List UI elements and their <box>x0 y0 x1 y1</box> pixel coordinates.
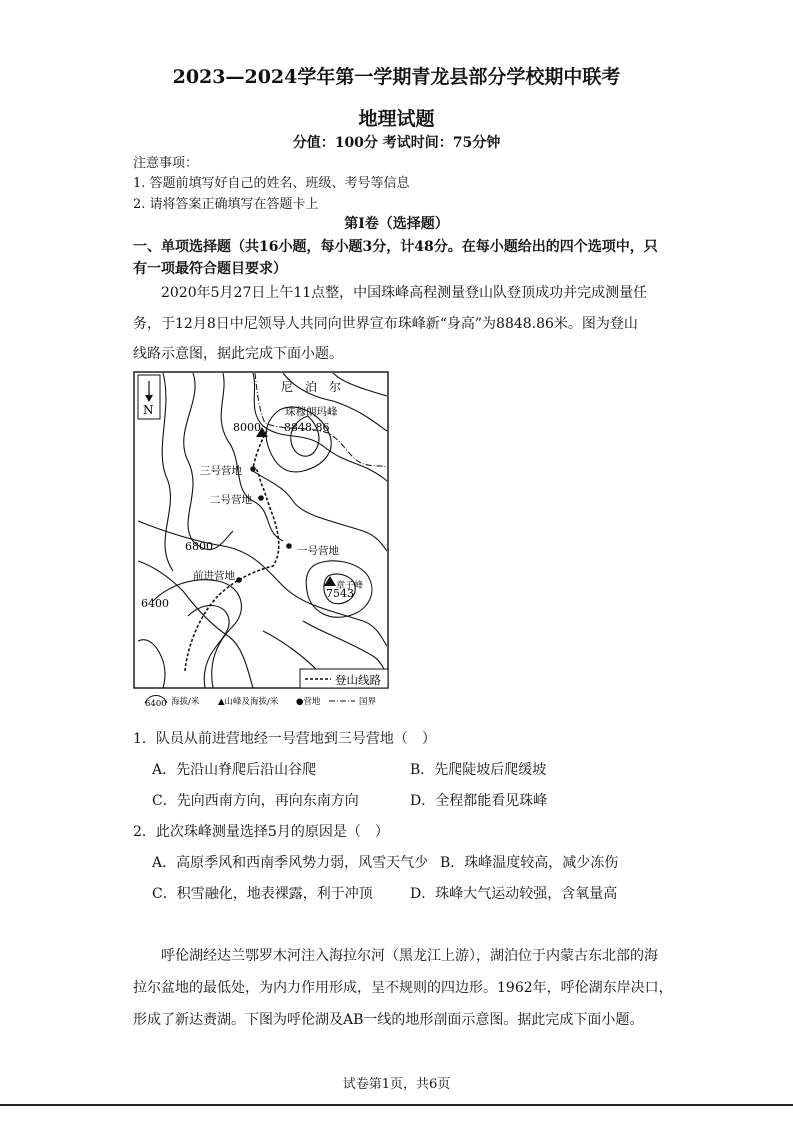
passage2-line3: 形成了新达赉湖。下图为呼伦湖及AB一线的地形剖面示意图。据此完成下面小题。 <box>133 1012 644 1028</box>
peak-height-label: 8848.86 <box>284 421 330 434</box>
notice-heading: 注意事项： <box>133 156 199 171</box>
legend-contour-sample: 6400 <box>145 699 167 709</box>
camp3-label: 三号营地 <box>200 465 242 477</box>
q2-option-b[interactable]: B．珠峰温度较高，减少冻伤 <box>440 855 619 871</box>
exam-meta: 分值：100分 考试时间：75分钟 <box>292 135 501 151</box>
advance-camp-marker <box>236 577 242 583</box>
legend-peak-label: ▲山峰及海拔/米 <box>218 697 279 707</box>
camp2-marker <box>258 495 264 501</box>
q1-option-d[interactable]: D．全程都能看见珠峰 <box>410 793 548 809</box>
climbing-route-map <box>133 371 391 711</box>
passage1-line2: 务，于12月8日中尼领导人共同向世界宣布珠峰新“身高”为8848.86米。图为登山 <box>133 316 638 332</box>
exam-subject: 地理试题 <box>358 108 435 130</box>
q2-option-c[interactable]: C．积雪融化，地表裸露，利于冲顶 <box>152 886 373 902</box>
legend-border-label: 国界 <box>359 697 377 707</box>
camp1-marker <box>286 543 292 549</box>
q1-option-a[interactable]: A．先沿山脊爬后沿山谷爬 <box>152 762 317 778</box>
contour-lines <box>138 373 387 688</box>
camp3-marker <box>250 466 256 472</box>
zhangzi-peak-icon <box>324 576 336 586</box>
q1-option-c[interactable]: C．先向西南方向，再向东南方向 <box>152 793 359 809</box>
route-legend-label: 登山线路 <box>335 673 381 687</box>
q2-option-a[interactable]: A．高原季风和西南季风势力弱，风雪天气少 <box>152 855 429 871</box>
camp2-label: 二号营地 <box>210 494 252 506</box>
zhangzi-peak-height: 7543 <box>326 587 354 600</box>
legend-contour-label: 海拔/米 <box>171 697 200 707</box>
passage2-line2: 拉尔盆地的最低处，为内力作用形成，呈不规则的四边形。1962年，呼伦湖东岸决口， <box>133 980 673 996</box>
map-frame <box>134 372 388 688</box>
contour-6400-label: 6400 <box>141 597 169 610</box>
peak-name-label: 珠穆朗玛峰 <box>285 406 338 418</box>
country-label: 尼 泊 尔 <box>281 380 342 394</box>
q2-option-d[interactable]: D．珠峰大气运动较强，含氧量高 <box>410 886 618 902</box>
section-instruction-line2: 有一项最符合题目要求） <box>133 261 287 277</box>
notice-item-1: 1. 答题前填写好自己的姓名、班级、考号等信息 <box>133 176 410 191</box>
passage1-line3: 线路示意图，据此完成下面小题。 <box>133 346 343 362</box>
legend-camp-label: ●营地 <box>296 697 321 707</box>
part-title: 第Ⅰ卷（选择题） <box>344 216 449 232</box>
advance-camp-label: 前进营地 <box>193 570 235 582</box>
exam-title: 2023—2024学年第一学期青龙县部分学校期中联考 <box>172 66 621 88</box>
passage2-line1: 呼伦湖经达兰鄂罗木河注入海拉尔河（黑龙江上游），湖泊位于内蒙古东北部的海 <box>161 948 658 964</box>
bottom-rule <box>0 1104 793 1106</box>
passage1-line1: 2020年5月27日上午11点整，中国珠峰高程测量登山队登顶成功并完成测量任 <box>161 285 648 301</box>
north-label: N <box>143 403 154 417</box>
q1-stem: 1．队员从前进营地经一号营地到三号营地（ ） <box>133 731 436 747</box>
page-footer: 试卷第1页，共6页 <box>342 1077 451 1092</box>
zhangzi-peak-name: 章子峰 <box>336 581 364 591</box>
section-instruction-line1: 一、单项选择题（共16小题，每小题3分，计48分。在每小题给出的四个选项中，只 <box>133 239 658 255</box>
contour-6800-label: 6800 <box>185 540 213 553</box>
camp1-label: 一号营地 <box>297 545 339 557</box>
north-arrow-icon <box>145 395 153 402</box>
contour-8000-label: 8000 <box>233 421 261 434</box>
notice-item-2: 2. 请将答案正确填写在答题卡上 <box>133 197 319 212</box>
q2-stem: 2．此次珠峰测量选择5月的原因是（ ） <box>133 824 389 840</box>
q1-option-b[interactable]: B．先爬陡坡后爬缓坡 <box>410 762 547 778</box>
